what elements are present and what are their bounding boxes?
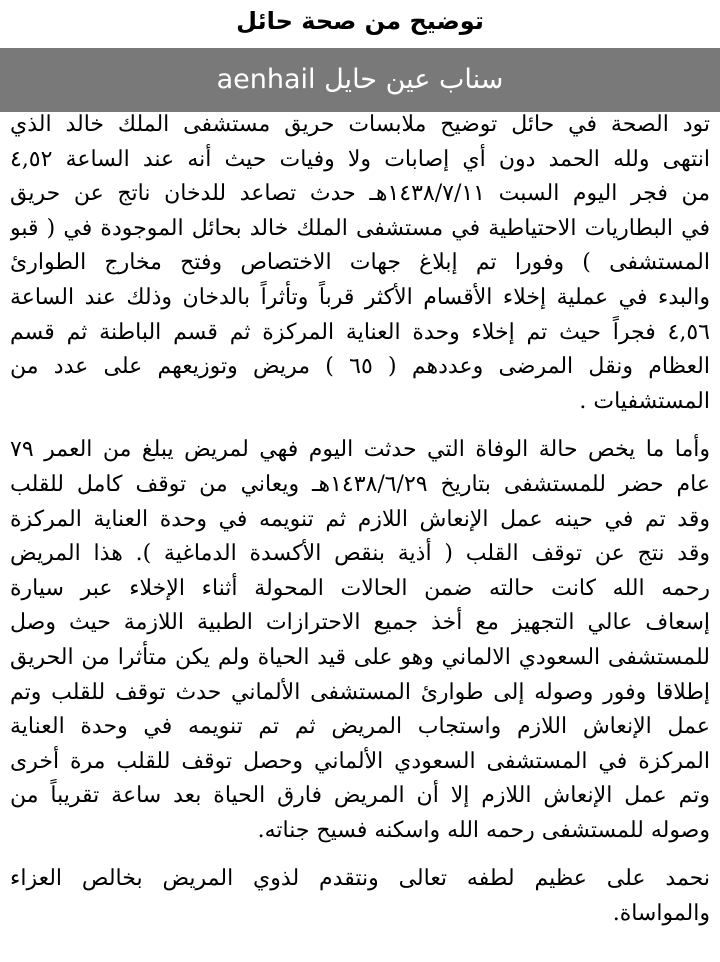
snap-caption-overlay: سناب عين حايل aenhail [0, 48, 720, 112]
text-line: نحمد على عظيم لطفه تعالى ونتقدم لذوي المريض بخالص العزاء [10, 866, 710, 892]
text-line: وصوله للمستشفى رحمه الله واسكنه فسيح جناته. [257, 817, 710, 843]
text-line: المركزة في المستشفى السعودي الألماني وحصل توقف للقلب مرة أخرى [10, 748, 710, 774]
paragraph-death-case [10, 433, 710, 848]
text-line: في البطاريات الاحتياطية في مستشفى الملك خالد بحائل الموجودة في ( قبو [10, 215, 710, 241]
text-line: للمستشفى السعودي الالماني وهو على قيد الحياة ولم يكن متأثرا من الحريق [10, 644, 710, 670]
text-line: ٤,٥٦ فجراً حيث تم إخلاء وحدة العناية المركزة ثم قسم الباطنة ثم قسم [10, 319, 710, 345]
text-line: من فجر اليوم السبت ١٤٣٨/٧/١١هـ حدث تصاعد للدخان ناتج عن حريق [10, 181, 710, 207]
paragraph-condolences [10, 862, 710, 931]
text-line: تود الصحة في حائل توضيح ملابسات حريق مستشفى الملك خالد الذي [10, 112, 710, 137]
text-line: والمواساة. [612, 901, 710, 927]
text-line: العظام ونقل المرضى وعددهم ( ٦٥ ) مريض وتوزيعهم على عدد من [10, 354, 710, 380]
text-line: انتهى ولله الحمد دون أي إصابات ولا وفيات حيث أنه عند الساعة ٤,٥٢ [10, 146, 710, 172]
text-line: وقد نتج عن توقف القلب ( أذية بنقص الأكسدة الدماغية ). هذا المريض [10, 541, 710, 567]
document-body [10, 108, 710, 946]
text-line: وقد تم في حينه عمل الإنعاش اللازم ثم تنويمه في وحدة العناية المركزة [10, 506, 710, 532]
text-line: عام حضر للمستشفى بتاريخ ١٤٣٨/٦/٢٩هـ ويعاني من توقف كامل للقلب [10, 471, 710, 497]
text-line: المستشفيات . [579, 388, 710, 414]
text-line: وتم عمل الإنعاش اللازم إلا أن المريض فارق الحياة بعد ساعة تقريباً من [10, 783, 710, 809]
text-line: إسعاف عالي التجهيز مع أخذ جميع الاحترازات الطبية اللازمة حيث وصل [10, 610, 710, 636]
text-line: وأما ما يخص حالة الوفاة التي حدثت اليوم فهي لمريض يبلغ من العمر ٧٩ [10, 437, 710, 463]
text-line: عمل الإنعاش اللازم واستجاب المريض ثم تم تنويمه في وحدة العناية [10, 714, 710, 740]
text-line: والبدء في عملية إخلاء الأقسام الأكثر قرباً وتأثراً بالدخان وذلك عند الساعة [10, 284, 710, 310]
document-title: توضيح من صحة حائل [236, 7, 484, 35]
text-line: رحمه الله كانت حالته ضمن الحالات المحولة أثناء الإخلاء عبر سيارة [10, 575, 710, 601]
text-line: المستشفى ) وفورا تم إبلاغ جهات الاختصاص وفتح مخارج الطوارئ [10, 250, 710, 276]
paragraph-fire-details [10, 108, 710, 419]
text-line: إطلاقا وفور وصوله إلى طوارئ المستشفى الألماني حدث توقف للقلب وتم [10, 679, 710, 705]
